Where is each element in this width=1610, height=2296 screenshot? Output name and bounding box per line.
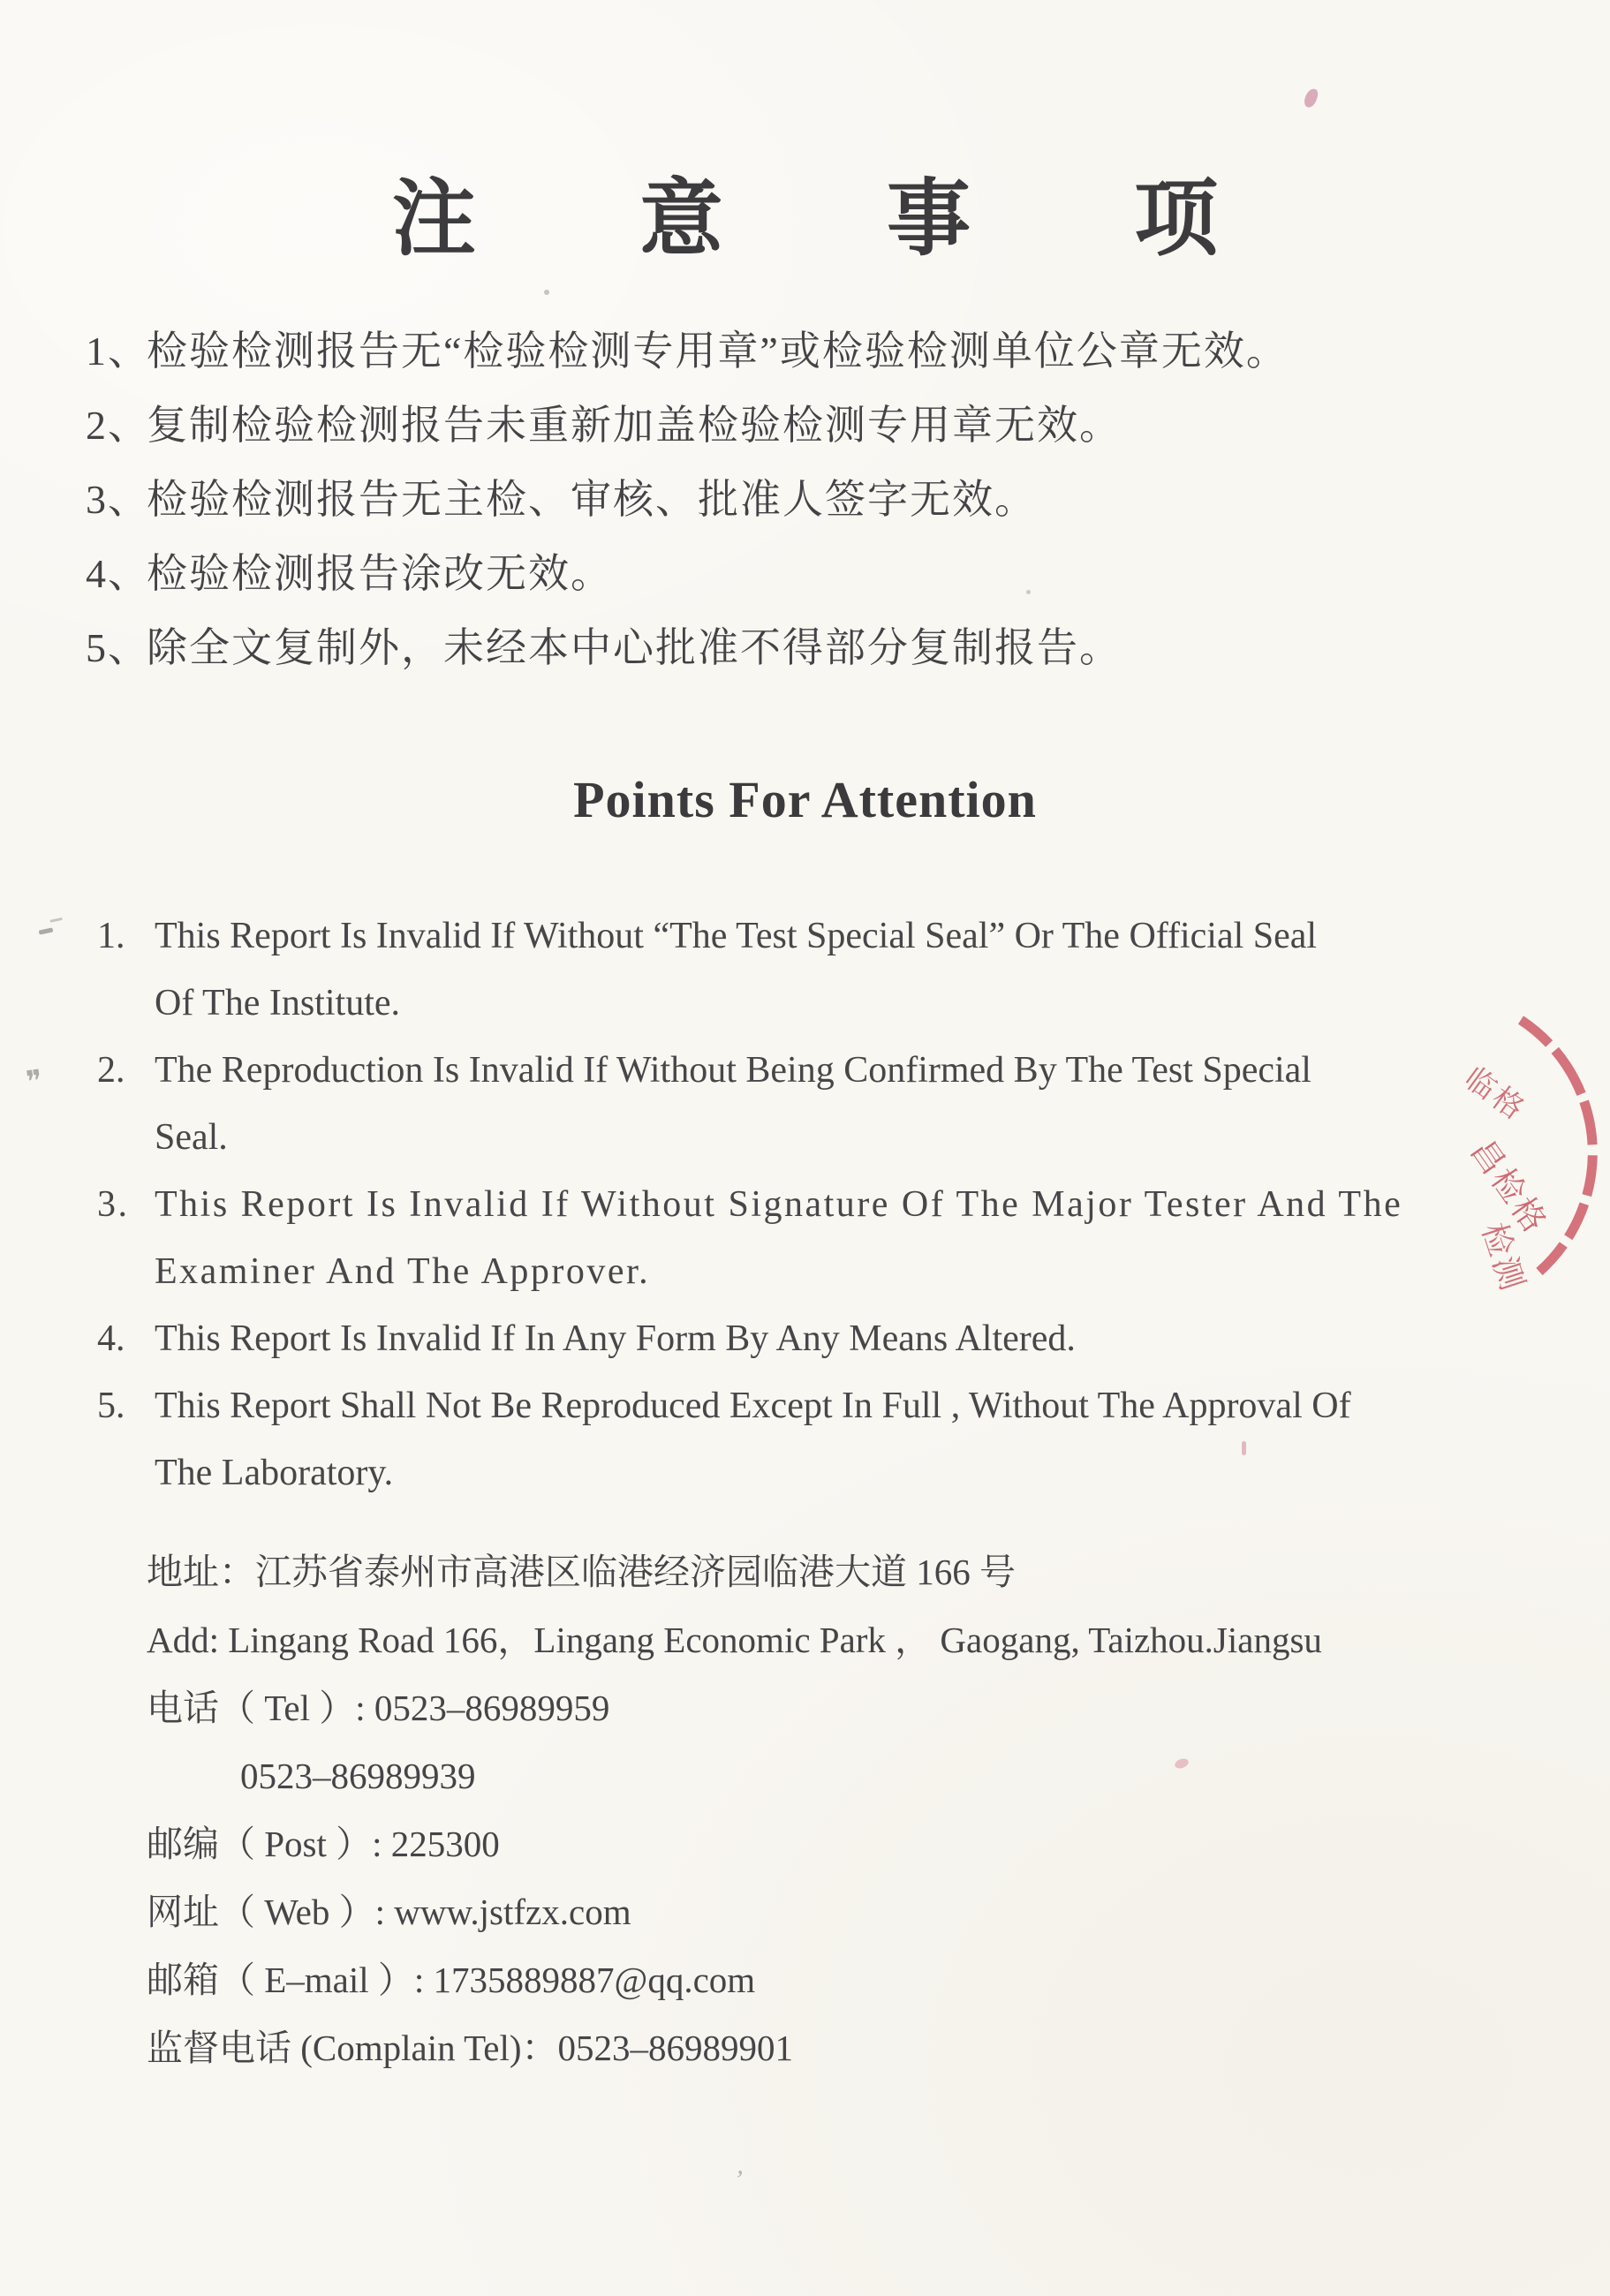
scan-artifact-gray-tick: ʼ [733,2164,745,2195]
seal-arc [1521,1020,1592,1272]
contact-complain-tel: 监督电话 (Complain Tel)：0523–86989901 [147,2028,794,2068]
english-notes-list [97,903,1528,1507]
cn-note-text: 检验检测报告无主检、审核、批准人签字无效。 [147,477,1037,522]
en-note-item [97,903,1528,1037]
page-title-en: Points For Attention [573,771,1037,828]
cn-note-number: 4、 [86,551,150,596]
seal-text-fragment: 昌检格 [1463,1132,1555,1242]
en-note-text [155,903,1528,1037]
scan-artifact-dot [544,290,549,295]
en-note-number: 2. [97,1050,125,1091]
en-note-line: This Report Is Invalid If In Any Form By Any Means Altered. [155,1318,1076,1359]
contact-post: 邮编（ Post ）: 225300 [147,1824,500,1864]
en-note-text [155,1372,1528,1507]
cn-note-text: 除全文复制外，未经本中心批准不得部分复制报告。 [147,625,1122,670]
cn-note-item [86,537,1534,611]
en-note-item [97,1171,1528,1305]
cn-note-number: 2、 [86,403,150,448]
seal-text-fragment: 检测 [1474,1218,1533,1297]
en-note-line: The Laboratory. [155,1453,394,1493]
page-title-cn: 注 意 事 项 [391,170,1286,268]
cn-note-number: 3、 [86,477,150,522]
en-note-line: This Report Shall Not Be Reproduced Except In Full , Without The Approval Of [155,1386,1351,1426]
contact-block [147,1538,1471,2082]
contact-tel-1: 电话（ Tel ）: 0523–86989959 [147,1688,610,1728]
en-note-text [155,1037,1528,1171]
en-note-line: This Report Is Invalid If Without Signature Of The Major Tester And The [155,1184,1403,1225]
en-note-line: The Reproduction Is Invalid If Without Being Confirmed By The Test Special [155,1050,1311,1091]
contact-email: 邮箱（ E–mail ）: 1735889887@qq.com [147,1960,756,2000]
scan-artifact-pink-speck [1303,87,1319,110]
cn-note-text: 复制检验检测报告未重新加盖检验检测专用章无效。 [147,403,1122,448]
scan-artifact-gray-dash [39,927,54,934]
en-note-number: 3. [97,1184,130,1225]
en-note-item [97,1305,1528,1372]
en-note-number: 5. [97,1386,125,1426]
scan-artifact-gray-curl: ❞ [24,1062,45,1101]
contact-address-en: Add: Lingang Road 166，Lingang Economic Park ， Gaogang, Taizhou.Jiangsu [147,1620,1322,1660]
en-note-line: Examiner And The Approver. [155,1251,651,1292]
en-note-number: 4. [97,1318,125,1359]
en-note-number: 1. [97,916,125,956]
en-note-line: Of The Institute. [155,983,401,1023]
cn-note-text: 检验检测报告涂改无效。 [147,551,613,596]
cn-note-number: 5、 [86,625,150,670]
cn-note-item [86,611,1534,685]
contact-address-cn: 地址：江苏省泰州市高港区临港经济园临港大道 166 号 [147,1552,1016,1592]
en-note-item [97,1037,1528,1171]
en-note-item [97,1372,1528,1507]
chinese-notes-list [86,314,1534,685]
cn-note-text: 检验检测报告无“检验检测专用章”或检验检测单位公章无效。 [147,329,1289,374]
seal-text-fragment: 临格 [1457,1060,1533,1129]
cn-note-number: 1、 [86,329,150,374]
en-note-text [155,1171,1528,1305]
en-note-text [155,1305,1528,1372]
cn-note-item [86,314,1534,389]
en-note-line: Seal. [155,1117,228,1158]
contact-tel-2: 0523–86989939 [240,1756,476,1796]
contact-web: 网址（ Web ）: www.jstfzx.com [147,1892,631,1932]
en-note-line: This Report Is Invalid If Without “The Test Special Seal” Or The Official Seal [155,916,1318,956]
cn-note-item [86,389,1534,463]
cn-note-item [86,463,1534,537]
